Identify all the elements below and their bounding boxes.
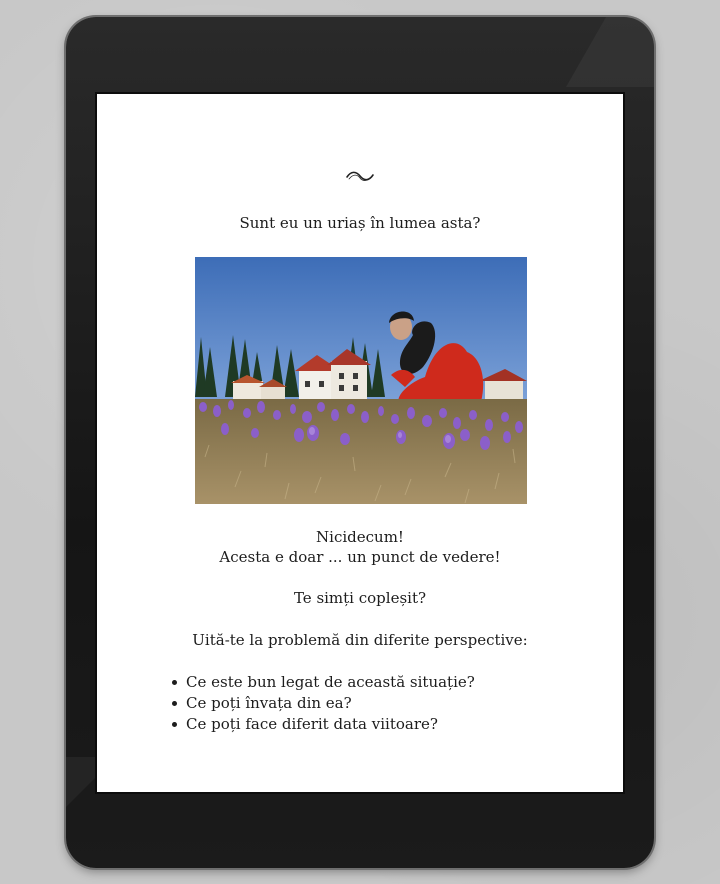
paragraph-line-1: Nicidecum! xyxy=(316,528,404,546)
bullet-icon xyxy=(172,680,177,685)
tablet-device xyxy=(66,17,654,868)
ebook-screen[interactable] xyxy=(95,92,625,794)
wave-flourish-icon xyxy=(97,168,623,192)
list-item-text: Ce poți face diferit data viitoare? xyxy=(186,715,438,733)
list-item-text: Ce poți învața din ea? xyxy=(186,694,352,712)
paragraph-line-3: Te simți copleșit? xyxy=(293,589,427,607)
page-title: Sunt eu un uriaș în lumea asta? xyxy=(239,214,481,232)
paragraph-line-2: Acesta e doar ... un punct de vedere! xyxy=(219,548,501,566)
question-list xyxy=(170,672,475,735)
ebook-page xyxy=(97,94,623,792)
list-item xyxy=(170,672,475,693)
list-item-text: Ce este bun legat de această situație? xyxy=(186,673,475,691)
list-item xyxy=(170,693,475,714)
bullet-icon xyxy=(172,701,177,706)
bullet-icon xyxy=(172,722,177,727)
list-item xyxy=(170,714,475,735)
crocus-field-photo xyxy=(195,257,527,504)
paragraph-line-4: Uită-te la problemă din diferite perspective: xyxy=(192,631,528,649)
